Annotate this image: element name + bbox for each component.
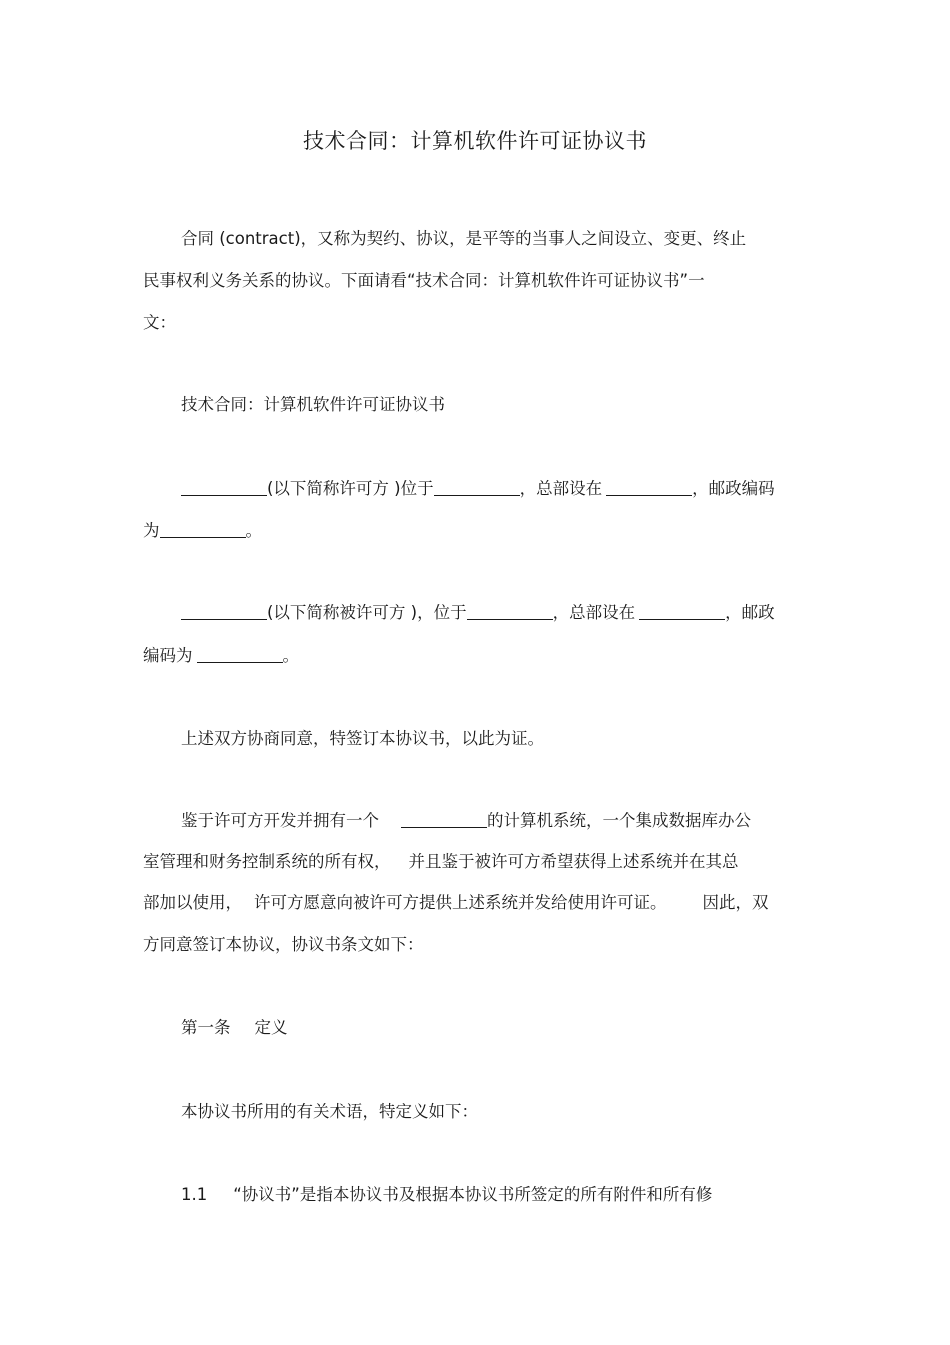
recital-text-3a: 部加以使用， [143, 893, 242, 912]
licensee-location-blank [467, 603, 553, 620]
recital-line-1 [181, 810, 751, 832]
clause-1-1 [181, 1184, 712, 1206]
recital-text-3c: 因此，双 [702, 893, 769, 912]
licensee-hq-blank [639, 603, 725, 620]
recital-line-2 [143, 851, 739, 873]
intro-line-3: 文： [143, 313, 176, 332]
subtitle: 技术合同：计算机软件许可证协议书 [181, 395, 445, 414]
licensee-text-1: (以下简称被许可方 )，位于 [267, 603, 467, 622]
recital-text-3b: 许可方愿意向被许可方提供上述系统并发给使用许可证。 [254, 893, 667, 912]
licensor-location-blank [434, 479, 520, 496]
licensor-name-blank [181, 479, 267, 496]
licensee-name-blank [181, 603, 267, 620]
licensor-postcode-blank [160, 521, 246, 538]
recital-line-4: 方同意签订本协议，协议书条文如下： [143, 935, 424, 954]
licensee-postcode-blank [197, 646, 283, 663]
recital-line-3 [143, 892, 769, 914]
licensee-text-5: 。 [282, 646, 299, 665]
licensor-line-2 [143, 520, 262, 542]
article-1-heading [181, 1017, 288, 1039]
recital-text-1a: 鉴于许可方开发并拥有一个 [181, 811, 379, 830]
licensee-text-3: ，邮政 [725, 603, 775, 622]
licensor-text-5: 。 [245, 521, 262, 540]
recital-text-2b: 并且鉴于被许可方希望获得上述系统并在其总 [408, 852, 739, 871]
article-1-name: 定义 [254, 1018, 288, 1037]
recital-text-2a: 室管理和财务控制系统的所有权， [143, 852, 391, 871]
intro-line-2: 民事权利义务关系的协议。下面请看“技术合同：计算机软件许可证协议书”一 [143, 271, 705, 290]
system-name-blank [401, 811, 487, 828]
agreement-line: 上述双方协商同意，特签订本协议书，以此为证。 [181, 729, 544, 748]
licensor-line-1 [181, 478, 775, 500]
article-1-number: 第一条 [181, 1018, 231, 1037]
licensee-text-2: ，总部设在 [552, 603, 636, 622]
document-title: 技术合同：计算机软件许可证协议书 [303, 129, 647, 153]
licensor-text-1: (以下简称许可方 )位于 [267, 479, 434, 498]
definitions-intro: 本协议书所用的有关术语，特定义如下： [181, 1102, 478, 1121]
licensee-line-1 [181, 602, 775, 624]
recital-text-1b: 的计算机系统，一个集成数据库办公 [487, 811, 751, 830]
clause-1-1-number: 1.1 [181, 1185, 208, 1204]
licensor-text-4: 为 [143, 521, 160, 540]
licensee-text-4: 编码为 [143, 646, 193, 665]
licensor-text-2: ，总部设在 [519, 479, 603, 498]
intro-line-1: 合同 (contract)，又称为契约、协议，是平等的当事人之间设立、变更、终止 [181, 229, 747, 248]
licensee-line-2 [143, 645, 299, 667]
licensor-text-3: ，邮政编码 [692, 479, 775, 498]
licensor-hq-blank [606, 479, 692, 496]
clause-1-1-text: “协议书”是指本协议书及根据本协议书所签定的所有附件和所有修 [233, 1185, 713, 1204]
